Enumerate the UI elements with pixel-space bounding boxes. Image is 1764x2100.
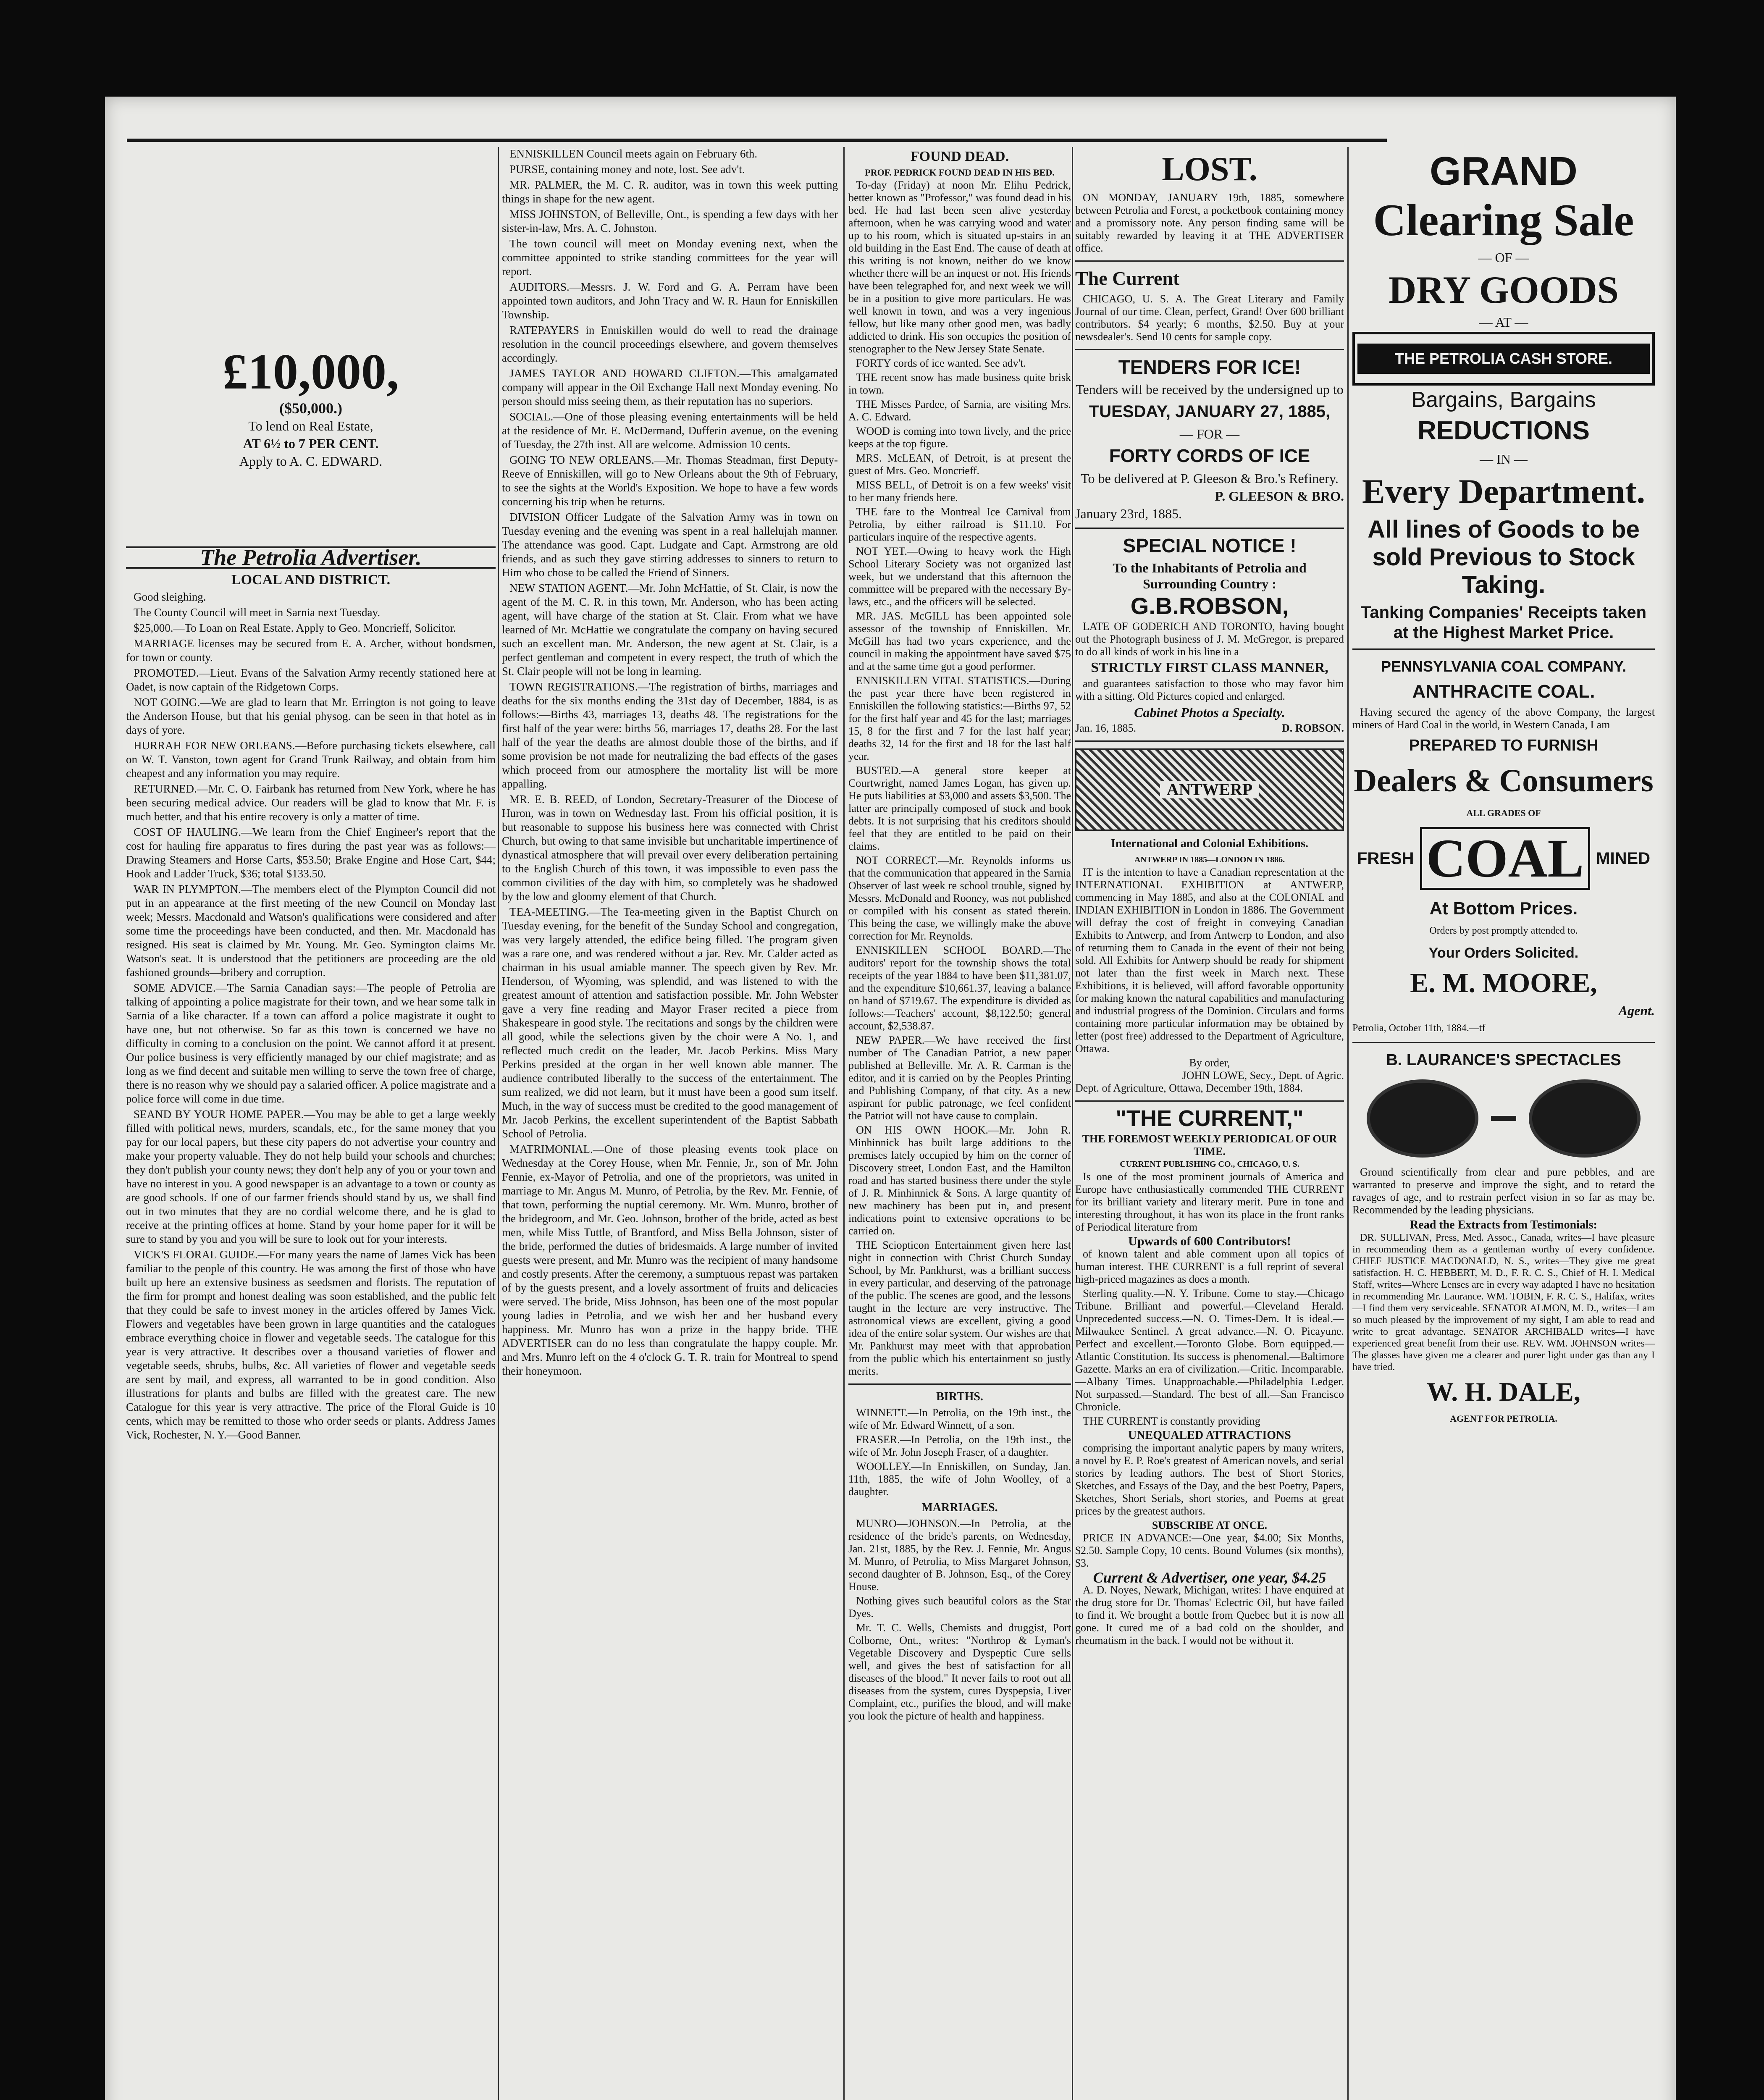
ad-grand: GRAND: [1430, 149, 1578, 194]
notice-to: To the Inhabitants of Petrolia and Surrounding Country :: [1113, 560, 1307, 591]
current2-address: CURRENT PUBLISHING CO., CHICAGO, U. S.: [1120, 1160, 1299, 1169]
birth-notice: WOOLLEY.—In Enniskillen, on Sunday, Jan. 11th, 1885, the wife of John Woolley, of a daughter.: [848, 1460, 1071, 1498]
news-item: PURSE, containing money and note, lost. See adv't.: [509, 163, 745, 176]
news-item: MRS. McLEAN, of Detroit, is at present the guest of Mrs. Geo. Moncrieff.: [848, 452, 1071, 477]
local-item: VICK'S FLORAL GUIDE.—For many years the name of James Vick has been familiar to the people of this country. He was among the first of those who have built up here an extensive business as seedsmen and florists. The reputation of the firm for prompt and honest dealing was soon established, and the public felt that they could be safe to invest money in the articles offered by James Vick. Flowers and vegetables have been grown in large quantities and the catalogues embrace everything choice in flower and vegetable seeds. The catalogue for this year is very attractive. It describes over a thousand varieties of flower and vegetable seeds, shrubs, bulbs, &c. All varieties of flower and vegetable seeds are sent by mail, and express, all warranted to be in good condition. Also illustrations for plants and bulbs are filled with the greatest care. The new Catalogue for this year is very attractive. The price of the Floral Guide is 10 cents, which may be remitted to those who order seeds or plants. Address James Vick, Rochester, N. Y.—Good Banner.: [126, 1248, 496, 1441]
divider: [1352, 648, 1655, 650]
coal-company: PENNSYLVANIA COAL COMPANY.: [1381, 658, 1627, 675]
ad-of: — OF —: [1478, 250, 1529, 265]
prepared: PREPARED TO FURNISH: [1409, 737, 1599, 754]
marriage-notice: MUNRO—JOHNSON.—In Petrolia, at the residence of the bride's parents, on Wednesday, Jan. 21st, 1885, by the Rev. J. Fennie, Mr. Angus M. Munro, of Petrolia, to Miss Margaret Johnson, second daughter of B. Johnson, Esq., of the Corey House.: [848, 1517, 1071, 1593]
news-item: NEW PAPER.—We have received the first number of The Canadian Patriot, a new paper published at Belleville. Mr. A. R. Carman is the editor, and it is carried on by the Peoples Printing and Publishing Company, of that city. As a new aspirant for public patronage, we feel confident the Patriot will not have cause to complain.: [848, 1034, 1071, 1122]
column-rule: [1347, 147, 1349, 2100]
section-heading: LOCAL AND DISTRICT.: [231, 572, 391, 588]
dale-sub: AGENT FOR PETROLIA.: [1450, 1413, 1557, 1424]
news-item: THE fare to the Montreal Ice Carnival from Petrolia, by either railroad is $11.10. For particulars inquire of the respective agents.: [848, 506, 1071, 543]
expo-dated: Dept. of Agriculture, Ottawa, December 19th, 1884.: [1075, 1082, 1303, 1094]
news-item: NOT YET.—Owing to heavy work the High School Literary Society was not organized last week, but we understand that this afternoon the committee will be prepared with the necessary By-laws, etc., and the officers will be selected.: [848, 545, 1071, 608]
current2-praise: Sterling quality.—N. Y. Tribune. Come to stay.—Chicago Tribune. Brilliant and powerful.—Cleveland Herald. Unprecedented success.—N. O. Times-Dem. It is ideal.—Milwaukee Sentinel. A great advance.—N. O. Picayune. Perfect and excellent.—Toronto Globe. Born equipped.—Atlantic Constitution. Its success is phenomenal.—Baltimore Gazette. Marks an era of civilization.—Critic. Incomparable.—Albany Times. Unapproachable.—Philadelphia Ledger. Not surpassed.—Standard. The best of all.—San Francisco Chronicle.: [1075, 1287, 1344, 1413]
news-item: AUDITORS.—Messrs. J. W. Ford and G. A. Perram have been appointed town auditors, and John Tracy and W. R. Haun for Enniskillen Township.: [502, 281, 838, 321]
local-item: WAR IN PLYMPTON.—The members elect of the Plympton Council did not put in an appearance at the first meeting of the new Council on Monday last week; Messrs. Macdonald and Watson's qualifications were considered and after some time the proceedings have been conducted, and then. Mr. Macdonald has resigned. His seat is claimed by Mr. Young. Mr. Geo. Symington claims Mr. Watson's seat. It is understood that the petitioners are proceeding are the old fashioned grounds—bribery and corruption.: [126, 883, 496, 979]
robson-date: Jan. 16, 1885.: [1075, 722, 1137, 734]
current-ad: CHICAGO, U. S. A. The Great Literary and Family Journal of our time. Clean, perfect, Grand! Over 600 brilliant contributors. $4 yearly; 6 months, $2.50. Buy at your newsdealer's. Send 10 cents for sample copy.: [1075, 293, 1344, 343]
subscribe-text: PRICE IN ADVANCE:—One year, $4.00; Six Months, $2.50. Sample Copy, 10 cents. Bound Volumes (six months), $3.: [1075, 1532, 1344, 1569]
column-1: [126, 147, 496, 1444]
news-item: FORTY cords of ice wanted. See adv't.: [856, 357, 1026, 369]
testimonials: DR. SULLIVAN, Press, Med. Assoc., Canada, writes—I have pleasure in recommending them as a gentleman worthy of every confidence. CHIEF JUSTICE MACDONALD, N. S., writes—They give me great satisfaction. H. C. HEBBERT, M. D., F. R. C. S., Chief of H. I. Medical Staff, writes—Where Lenses are in every way adapted I have no hesitation in recommending Mr. Laurance. WM. TOBIN, F. R. C. S., Halifax, writes—I find them very serviceable. SENATOR ALMON, M. D., writes—I am so much pleased by the improvement of my sight, I am able to read and write to great advantage. SENATOR ARCHIBALD writes—I have experienced great benefit from their use. REV. WM. JOHNSON writes—The glasses have given me a clearer and purer light under gas than any I have tried.: [1352, 1232, 1655, 1373]
tenders-item: FORTY CORDS OF ICE: [1109, 446, 1310, 466]
news-item: NOT CORRECT.—Mr. Reynolds informs us that the communication that appeared in the Sarnia Observer of last week re school trouble, signed by Messrs. McDonald and Rooney, was not published or compiled with his consent as stated therein. This being the case, we willingly make the above correction for Mr. Reynolds.: [848, 854, 1071, 942]
ad-every-department: Every Department.: [1362, 472, 1646, 510]
coal-text: Having secured the agency of the above Company, the largest miners of Hard Coal in the world, in Western Canada, I am: [1352, 706, 1655, 731]
current2-text: Is one of the most prominent journals of America and Europe have enthusiastically commended THE CURRENT for its brilliant variety and literary merit. Pure in tone and interesting throughout, it has won its place in the front ranks of Periodical literature from: [1075, 1171, 1344, 1233]
moore-role: Agent.: [1618, 1003, 1655, 1018]
news-item: MR. JAS. McGILL has been appointed sole assessor of the township of Enniskillen. Mr. McGill has had two years experience, and the council in making the appointment have saved $75 and at the same time got a good performer.: [848, 610, 1071, 672]
divider: [1075, 528, 1344, 529]
bridge: [1491, 1116, 1516, 1121]
news-item: JAMES TAYLOR AND HOWARD CLIFTON.—This amalgamated company will appear in the Oil Exchange Hall next Monday evening. No person should miss seeing them, as their reputation has no superiors.: [502, 367, 838, 407]
fresh: FRESH: [1357, 849, 1414, 868]
local-item: RETURNED.—Mr. C. O. Fairbank has returned from New York, where he has been securing medical advice. Our readers will be glad to know that Mr. F. is much better, and that his entire recovery is only a matter of time.: [126, 782, 496, 823]
ad-dry-goods: DRY GOODS: [1389, 268, 1619, 311]
noyes-testimonial: A. D. Noyes, Newark, Michigan, writes: I have enquired at the drug store for Dr. Thomas' Eclectric Oil, but have failed to find it. We brought a bottle from Quebec but it is now all gone. It cured me of a bad cold on the shoulder, and rheumatism in the back. I would not be without it.: [1075, 1584, 1344, 1646]
top-rule: [127, 139, 1387, 142]
column-5: [1352, 147, 1655, 1428]
coal-word: COAL: [1420, 827, 1591, 890]
subscribe-heading: SUBSCRIBE AT ONCE.: [1152, 1519, 1268, 1531]
ad-reductions: REDUCTIONS: [1418, 416, 1590, 445]
news-item: ENNISKILLEN VITAL STATISTICS.—During the past year there have been registered in Enniskillen the following statistics:—Births 97, 52 for the first half year and 45 for the last; marriages 15, 8 for the first and 7 for the last half year; deaths 32, 14 for the first and 18 for the last half year.: [848, 675, 1071, 762]
dale-name: W. H. DALE,: [1427, 1377, 1580, 1407]
ad-bargains: Bargains, Bargains: [1411, 388, 1596, 412]
loan-amount: £10,000,: [223, 344, 399, 399]
local-item: HURRAH FOR NEW ORLEANS.—Before purchasing tickets elsewhere, call on W. T. Vanston, town agent for Grand Trunk Railway, and obtain from him cheapest and any information you may require.: [126, 739, 496, 780]
news-item: WOOD is coming into town lively, and the price keeps at the top figure.: [848, 425, 1071, 450]
robson-name: G.B.ROBSON,: [1130, 593, 1289, 619]
news-item: The town council will meet on Monday evening next, when the committee appointed to strike standing committees for the year will report.: [502, 237, 838, 278]
local-item: $25,000.—To Loan on Real Estate. Apply to Geo. Moncrieff, Solicitor.: [134, 622, 456, 634]
current2-attractions: UNEQUALED ATTRACTIONS: [1128, 1429, 1291, 1442]
tenders-signature: P. GLEESON & BRO.: [1215, 488, 1344, 504]
divider: [848, 1383, 1071, 1385]
divider: [1075, 1100, 1344, 1102]
local-item: PROMOTED.—Lieut. Evans of the Salvation Army recently stationed here at Oadet, is now captain of the Ridgetown Corps.: [126, 667, 496, 693]
news-item: MR. PALMER, the M. C. R. auditor, was in town this week putting things in shape for the new agent.: [502, 178, 838, 205]
news-item: BUSTED.—A general store keeper at Courtwright, named James Logan, has given up. He puts liabilities at $3,000 and assets $3,500. The latter are principally composed of stock and book debts. It is not surprising that his creditors should feel that they are entitled to be paid on their claims.: [848, 764, 1071, 852]
headline-found-dead: FOUND DEAD.: [910, 149, 1009, 164]
ad-at: — AT —: [1479, 315, 1528, 330]
current2-sub: THE FOREMOST WEEKLY PERIODICAL OF OUR TIME.: [1082, 1133, 1337, 1158]
orders-solicited: Your Orders Solicited.: [1428, 945, 1579, 961]
divider: [1075, 740, 1344, 742]
combo-offer: Current & Advertiser, one year, $4.25: [1093, 1569, 1326, 1586]
lost-heading: LOST.: [1162, 151, 1257, 188]
anthracite: ANTHRACITE COAL.: [1412, 681, 1595, 702]
news-item: MISS JOHNSTON, of Belleville, Ont., is spending a few days with her sister-in-law, Mrs. A. C. Johnston.: [502, 208, 838, 234]
robson-signature: D. ROBSON.: [1281, 722, 1344, 734]
news-item: SOCIAL.—One of those pleasing evening entertainments will be held at the residence of Mr. E. McDermand, Dufferin avenue, on the evening of Tuesday, the 27th inst. All are welcome. Admission 10 cents.: [502, 410, 838, 451]
robson-manner: STRICTLY FIRST CLASS MANNER,: [1091, 660, 1328, 675]
current2-text2: of known talent and able comment upon all topics of human interest. THE CURRENT is a full reprint of several high-priced magazines as does a month.: [1075, 1248, 1344, 1285]
tenders-date: TUESDAY, JANUARY 27, 1885,: [1089, 402, 1331, 421]
store-name: THE PETROLIA CASH STORE.: [1357, 344, 1650, 374]
spectacles-heading: B. LAURANCE'S SPECTACLES: [1386, 1051, 1621, 1069]
news-item: Nothing gives such beautiful colors as the Star Dyes.: [848, 1595, 1071, 1620]
tenders-intro: Tenders will be received by the undersigned up to: [1076, 382, 1344, 397]
robson-text: LATE OF GODERICH AND TORONTO, having bought out the Photograph business of J. M. McGregor, is prepared to do all kinds of work in his line in a: [1075, 620, 1344, 658]
news-item: DIVISION Officer Ludgate of the Salvation Army was in town on Tuesday evening and the evening was spent in a real hallelujah manner. The attendance was good. Capt. Ludgate and Capt. Armstrong are old friends, and as such they gave stirring addresses to sinners to return to Him who chose to be called the Friend of Sinners.: [502, 511, 838, 579]
divider: [1352, 1042, 1655, 1043]
local-item: The County Council will meet in Sarnia next Tuesday.: [134, 606, 380, 619]
loan-rate: AT 6½ to 7 PER CENT.: [243, 436, 379, 451]
current2-text3: THE CURRENT is constantly providing: [1083, 1415, 1260, 1427]
news-item: ON HIS OWN HOOK.—Mr. John R. Minhinnick has built large additions to the premises lately occupied by him on the corner of Discovery street, London East, and the Hamilton road and has started business there under the style of J. R. Minhinnick & Sons. A large quantity of new machinery has been put in, and present indications point to extensive operations to be carried on.: [848, 1124, 1071, 1237]
robson-text2: and guarantees satisfaction to those who may favor him with a sitting. Old Pictures copied and enlarged.: [1075, 677, 1344, 702]
birth-notice: FRASER.—In Petrolia, on the 19th inst., the wife of Mr. John Joseph Fraser, of a daughter.: [848, 1433, 1071, 1458]
robson-special: Cabinet Photos a Specialty.: [1134, 705, 1285, 720]
ad-all-lines: All lines of Goods to be sold Previous to Stock Taking.: [1368, 516, 1640, 598]
column-rule: [1072, 147, 1073, 2100]
news-item: Mr. T. C. Wells, Chemists and druggist, Port Colborne, Ont., writes: "Northrop & Lyman's Vegetable Discovery and Dyspeptic Cure sells well, and gives the best of satisfaction for all diseases of the blood." It never fails to root out all diseases from the system, cures Dyspepsia, Liver Complaint, etc., purifies the blood, and will make you look the picture of health and happiness.: [848, 1622, 1071, 1722]
column-rule: [843, 147, 845, 2100]
orders-post: Orders by post promptly attended to.: [1429, 925, 1578, 936]
expo-heading: International and Colonial Exhibitions.: [1111, 837, 1308, 850]
current2-text4: comprising the important analytic papers by many writers, a novel by E. P. Roe's greatest of American novels, and serial stories by leading authors. The best of Short Stories, Sketches, and Essays of the Day, and the best Poetry, Papers, Sketches, Short Serials, short stories, and Poems at great prices by the greatest authors.: [1075, 1442, 1344, 1517]
news-item: To-day (Friday) at noon Mr. Elihu Pedrick, better known as "Professor," was found dead in his bed. He had last been seen alive yesterday afternoon, when he was carrying wood and water up to his room, which is situated up-stairs in an old building in the East End. The cause of death at this writing is not known, neither do we know whether there will be an inquest or not. His friends have been telegraphed for, and next week we will be in a position to give more particulars. He was well known in town, and was a very ingenious fellow, but like many other good men, was badly addicted to drink. His son occupies the position of stenographer to the New Jersey State Senate.: [848, 179, 1071, 355]
births-heading: BIRTHS.: [936, 1390, 983, 1403]
news-item: THE recent snow has made business quite brisk in town.: [848, 371, 1071, 396]
dealers: Dealers & Consumers: [1354, 763, 1654, 798]
loan-line: To lend on Real Estate,: [248, 418, 373, 433]
engraving-label: ANTWERP: [1160, 781, 1259, 798]
moore-date: Petrolia, October 11th, 1884.—tf: [1352, 1023, 1486, 1034]
masthead: The Petrolia Advertiser.: [126, 546, 496, 569]
news-item: MATRIMONIAL.—One of those pleasing events took place on Wednesday at the Corey House, when Mr. Fennie, Jr., son of Mr. John Fennie, ex-Mayor of Petrolia, and one of the proprietors, was united in marriage to Mr. Angus M. Munro, of Petrolia, by the Rev. Mr. Fennie, of that town, performing the nuptial ceremony. Mr. Wm. Munro, brother of the bridegroom, and Mr. Geo. Johnson, brother of the bride, acted as best men, while Miss Tuttle, of Brantford, and Miss Bella Johnson, sister of the bride, performed the duties of bridesmaids. A large number of invited guests were present, and Mr. Munro was the recipient of many handsome and costly presents. After the ceremony, a sumptuous repast was partaken of by the guests present, and a lovely assortment of fruits and delicacies were served. The bride, Miss Johnson, has been one of the most popular young ladies in Petrolia, and we wish her and her husband every happiness. Mr. Munro has won a prize in the happy bride. THE ADVERTISER can do no less than congratulate the happy couple. Mr. and Mrs. Munro left on the 4 o'clock G. T. R. train for Montreal to spend their honeymoon.: [502, 1143, 838, 1377]
news-item: GOING TO NEW ORLEANS.—Mr. Thomas Steadman, first Deputy-Reeve of Enniskillen, will go to New Orleans about the 9th of February, to see the sights at the World's Exposition. We hope to have a few words concerning his trip when he returns.: [502, 454, 838, 508]
ad-tanking: Tanking Companies' Receipts taken at the Highest Market Price.: [1360, 603, 1647, 642]
exhibition-engraving: [1075, 748, 1344, 831]
spectacles-icon: [1352, 1079, 1655, 1158]
tenders-for: — FOR —: [1179, 426, 1240, 441]
news-item: ENNISKILLEN Council meets again on February 6th.: [509, 147, 758, 160]
news-item: RATEPAYERS in Enniskillen would do well to read the drainage resolution in the council proceedings elsewhere, and govern themselves accordingly.: [502, 324, 838, 364]
current2-heading: "THE CURRENT,": [1116, 1106, 1304, 1131]
tenders-deliver: To be delivered at P. Gleeson & Bro.'s Refinery.: [1081, 471, 1339, 486]
local-item: Good sleighing.: [134, 591, 206, 603]
birth-notice: WINNETT.—In Petrolia, on the 19th inst., the wife of Mr. Edward Winnett, of a son.: [848, 1407, 1071, 1431]
expo-signature: JOHN LOWE, Secy., Dept. of Agric.: [1182, 1069, 1344, 1082]
news-item: TOWN REGISTRATIONS.—The registration of births, marriages and deaths for the six months ending the 31st day of December, 1884, is as follows:—Births 43, marriages 13, deaths 48. The registrations for the first half of the year were: births 56, marriages 17, deaths 28. For the last half of the year the deaths are almost double those of the births, and if some provision be not made for neutralizing the bad effects of the gases which proceed from our atmosphere the mortality list will be more appalling.: [502, 680, 838, 790]
moore-name: E. M. MOORE,: [1410, 968, 1597, 998]
news-item: MR. E. B. REED, of London, Secretary-Treasurer of the Diocese of Huron, was in town on Wednesday last. From his official position, it is but reasonable to suppose his business here was connected with Christ Church, but owing to that same invisible but uncharitable impertinence of dynastical atmosphere that will prevail over every deliberation pertaining to the English Church of this town, it was impossible to even pass the common civilities of the day with him, so completely was he shadowed by the low and gloomy element of that Church.: [502, 793, 838, 903]
local-item: NOT GOING.—We are glad to learn that Mr. Errington is not going to leave the Anderson House, but that his genial physog. can be seen in that hotel as in days of yore.: [126, 696, 496, 736]
divider: [1075, 260, 1344, 262]
loan-usd: ($50,000.): [279, 400, 342, 417]
tenders-dated: January 23rd, 1885.: [1075, 506, 1182, 521]
local-item: SOME ADVICE.—The Sarnia Canadian says:—The people of Petrolia are talking of appointing a police magistrate for their town, and we hear some talk in Sarnia of a like character. If a town can afford a police magistrate it ought to have one, but not otherwise. So far as this town is concerned we have no difficulty in coming to a conclusion on the point. We cannot afford it at present. Our police business is very efficiently managed by our chief magistrate; and as long as we find decent and suitable men willing to serve the town free of charge, there is no reason why we should pay a salaried officer. A police magistrate and a police force will come in due time.: [126, 982, 496, 1105]
lost-notice: ON MONDAY, JANUARY 19th, 1885, somewhere between Petrolia and Forest, a pocketbook containing money and a promissory note. Any person finding same will be suitably rewarded by leaving it at THE ADVERTISER office.: [1075, 192, 1344, 254]
lens-right: [1529, 1079, 1641, 1158]
subhead-found-dead: PROF. PEDRICK FOUND DEAD IN HIS BED.: [865, 167, 1055, 178]
ad-clearing-sale: Clearing Sale: [1373, 195, 1634, 245]
current2-contributors: Upwards of 600 Contributors!: [1128, 1234, 1291, 1248]
tenders-heading: TENDERS FOR ICE!: [1118, 356, 1301, 378]
expo-sub: ANTWERP IN 1885—LONDON IN 1886.: [1134, 855, 1285, 864]
store-box: [1352, 332, 1655, 386]
column-3: [848, 147, 1071, 1724]
news-item: ENNISKILLEN SCHOOL BOARD.—The auditors' report for the township shows the total receipts of the year 1884 to have been $11,381.07, and the expenditure $10,661.37, leaving a balance on hand of $719.67. The expenditure is divided as follows:—Teachers' account, $8,122.50; general account, $2,538.87.: [848, 944, 1071, 1032]
column-4: [1075, 147, 1344, 1648]
expo-text: IT is the intention to have a Canadian representation at the INTERNATIONAL EXHIBITION at ANTWERP, commencing in May 1885, and also at the COLONIAL and INDIAN EXHIBITION in London in 1886. The Government will defray the cost of freight in conveying Canadian Exhibits to Antwerp, and from Antwerp to London, and also of returning them to Canada in the event of their not being sold. All Exhibits for Antwerp should be ready for shipment not later than the first week in March next. These Exhibitions, it is believed, will afford favorable opportunity for making known the natural capabilities and manufacturing and industrial progress of the Dominion. Circulars and forms containing more particular information may be obtained by letter (post free) addressed to the Department of Agriculture, Ottawa.: [1075, 866, 1344, 1055]
expo-order: By order,: [1189, 1057, 1230, 1069]
lens-left: [1367, 1079, 1478, 1158]
news-item: TEA-MEETING.—The Tea-meeting given in the Baptist Church on Tuesday evening, for the benefit of the Sunday School and congregation, was very largely attended, the edifice being filled. The program given was a rare one, and was rendered without a jar. Rev. Mr. Calder acted as chairman in his usual amiable manner. The speech given by Rev. Mr. Henderson, of Wyoming, was splendid, and was listened to with the greatest amount of attention and satisfaction possible. Mr. John Webster gave a very fine reading and Mayor Fraser recited a piece from Shakespeare in good style. The recitations and songs by the children were all good, while the selections given by the choir were A No. 1, and reflected much credit on the leader, Mr. Jacob Perkins. Miss Mary Perkins presided at the organ in her well known able manner. The audience contributed liberally to the success of the entertainment. The sum realized, we did not learn, but it must have been a good sum itself. Much, in the way of success must be credited to the good management of Mr. Jacob Perkins, the excellent superintendent of the Baptist Sabbath School of Petrolia.: [502, 906, 838, 1140]
news-item: NEW STATION AGENT.—Mr. John McHattie, of St. Clair, is now the agent of the M. C. R. in this town, Mr. Anderson, who has been acting agent, will have charge of the station at St. Clair. From what we have learned of Mr. McHattie we congratulate the company on having secured such an excellent man. Mr. Anderson, the new agent at St. Clair, is a perfect gentleman and competent in every respect, the truth of which the St. Clair people will not be long in learning.: [502, 582, 838, 677]
mined: MINED: [1596, 849, 1651, 868]
marriages-heading: MARRIAGES.: [921, 1501, 998, 1514]
local-item: MARRIAGE licenses may be secured from E. A. Archer, without bondsmen, for town or county.: [126, 637, 496, 664]
news-item: THE Sciopticon Entertainment given here last night in connection with Christ Church Sunday School, by Mr. Pankhurst, was a brilliant success in every particular, and deserving of the patronage of the public. The scenes are good, and the lessons taught in the lecture are very instructive. The astronomical views are excellent, giving a good idea of the entire solar system. Our wishes are that Mr. Pankhurst may meet with that approbation from the public which his entertainment so justly merits.: [848, 1239, 1071, 1377]
local-item: SEAND BY YOUR HOME PAPER.—You may be able to get a large weekly filled with political news, murders, scandals, etc., for the same money that you pay for our local papers, but these city papers do not advertise your country and make your property valuable. They do not help build your schools and churches; they don't publish your county news; they don't help any of you or your town and have no interest in you. A good newspaper is an advantage to a town or county as are good schools. If one of our farmer friends should stand by us, we shall find out in two minutes that they are no cordial welcome there, and he is glad to receive at the printing offices at home. Stand by your home paper for it will be sure to stand by you and you will be sure to look out for your interests.: [126, 1108, 496, 1245]
local-item: COST OF HAULING.—We learn from the Chief Engineer's report that the cost for hauling fire apparatus to fires during the past year was as follows:—Drawing Steamers and Horse Carts, $53.50; Brake Engine and Hose Cart, $44; Hook and Ladder Truck, $36; total $133.50.: [126, 826, 496, 880]
loan-apply: Apply to A. C. EDWARD.: [239, 454, 383, 469]
current-name: The Current: [1075, 268, 1180, 289]
testimonials-heading: Read the Extracts from Testimonials:: [1410, 1218, 1597, 1231]
news-item: THE Misses Pardee, of Sarnia, are visiting Mrs. A. C. Edward.: [848, 398, 1071, 423]
bottom-prices: At Bottom Prices.: [1429, 898, 1578, 918]
coal-row: [1352, 823, 1655, 894]
column-2: [502, 147, 838, 1380]
news-item: MISS BELL, of Detroit is on a few weeks' visit to her many friends here.: [848, 479, 1071, 504]
all-grades: ALL GRADES OF: [1466, 808, 1541, 818]
column-rule: [498, 147, 499, 2100]
divider: [1075, 349, 1344, 350]
ad-in: — IN —: [1480, 452, 1528, 467]
notice-heading: SPECIAL NOTICE !: [1123, 535, 1297, 556]
spectacles-text: Ground scientifically from clear and pure pebbles, and are warranted to preserve and improve the sight, and to retard the ravages of age, and to restrain perfect vision in so far as may be. Recommended by the leading physicians.: [1352, 1166, 1655, 1216]
